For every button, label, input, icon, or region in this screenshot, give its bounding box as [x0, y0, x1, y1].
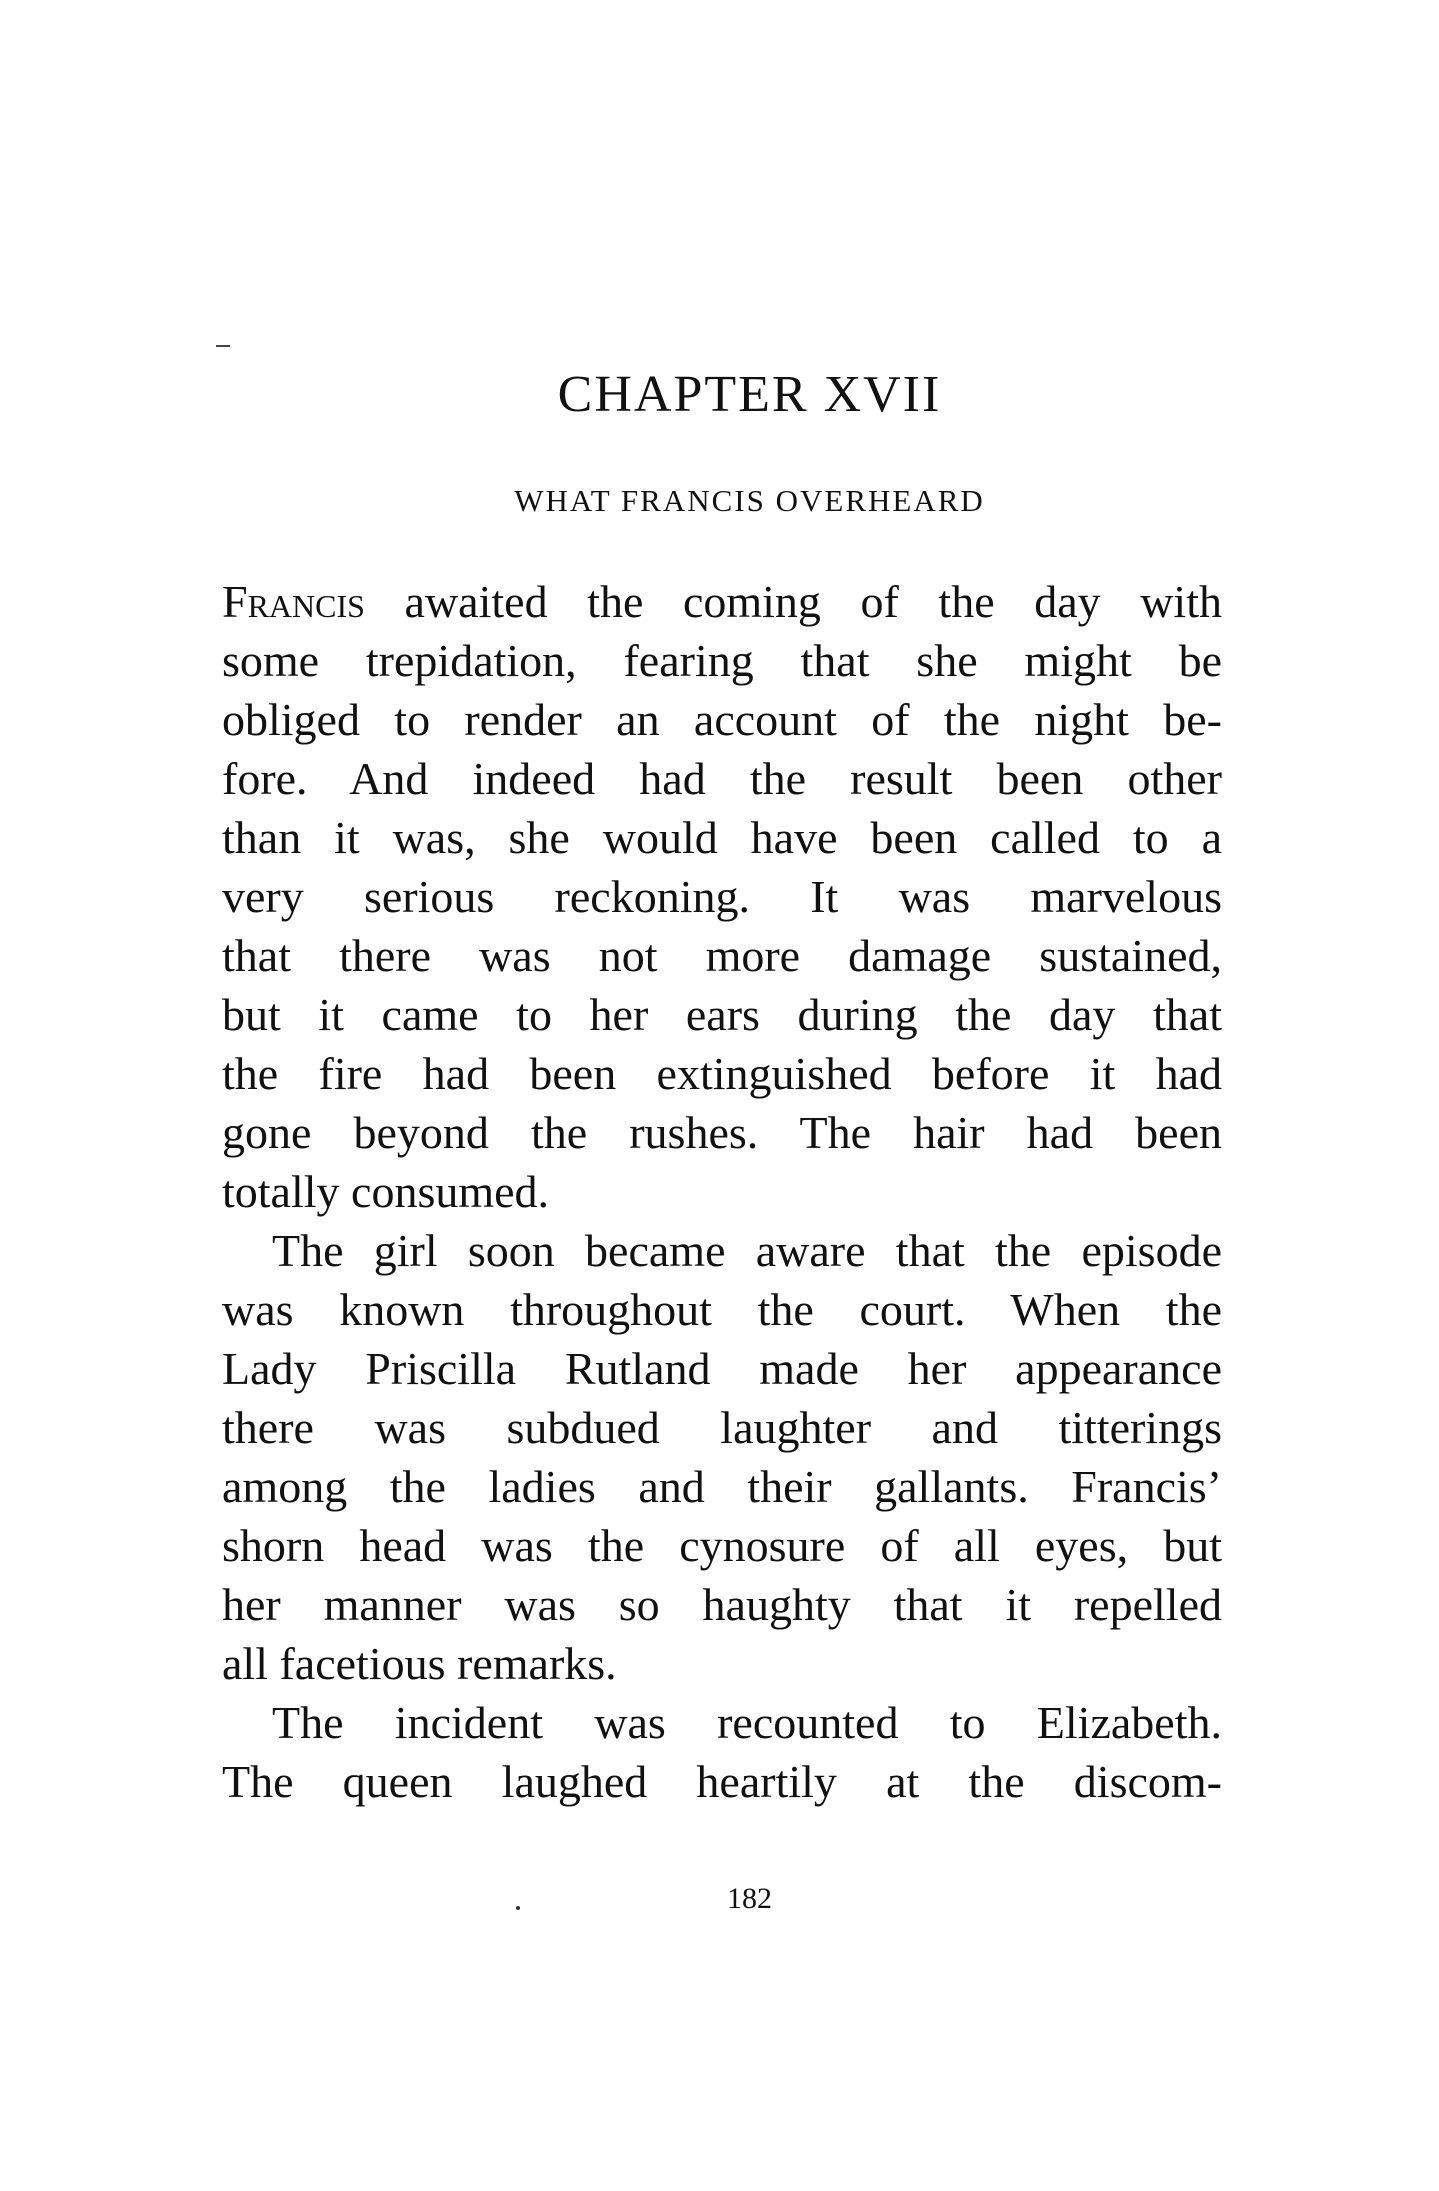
- text-line: all facetious remarks.: [222, 1638, 617, 1689]
- stray-dash-mark: [216, 345, 230, 347]
- chapter-title: WHAT FRANCIS OVERHEARD: [514, 483, 985, 518]
- text-line: totally consumed.: [222, 1166, 550, 1217]
- text-line: Lady Priscilla Rutland made her appearance: [222, 1343, 1222, 1394]
- text-line: some trepidation, fearing that she might be: [222, 635, 1222, 686]
- text-line: [222, 572, 1222, 631]
- text-line: her manner was so haughty that it repelled: [222, 1579, 1222, 1630]
- text-line: but it came to her ears during the day that: [222, 989, 1222, 1040]
- body-text: [222, 572, 1222, 1811]
- text-line: the fire had been extinguished before it had: [222, 1048, 1222, 1099]
- text-line: very serious reckoning. It was marvelous: [222, 871, 1222, 922]
- page-number: 182: [727, 1882, 772, 1915]
- text-line: was known throughout the court. When the: [222, 1284, 1222, 1335]
- lead-word: Francis: [222, 576, 365, 627]
- text-line: that there was not more damage sustained,: [222, 930, 1222, 981]
- text-line: gone beyond the rushes. The hair had been: [222, 1107, 1222, 1158]
- text-line: fore. And indeed had the result been other: [222, 753, 1222, 804]
- text-line: The incident was recounted to Elizabeth.: [272, 1697, 1222, 1748]
- text-line: The queen laughed heartily at the discom-: [222, 1756, 1222, 1807]
- text-line: than it was, she would have been called to a: [222, 812, 1222, 863]
- text-line: The girl soon became aware that the episode: [272, 1225, 1222, 1276]
- text-line: there was subdued laughter and titterings: [222, 1402, 1222, 1453]
- chapter-number: CHAPTER XVII: [557, 366, 942, 423]
- text-line: obliged to render an account of the night be-: [222, 694, 1222, 745]
- text-line: shorn head was the cynosure of all eyes, but: [222, 1520, 1222, 1571]
- text-line: among the ladies and their gallants. Francis’: [222, 1461, 1222, 1512]
- line-text: awaited the coming of the day with: [364, 576, 1222, 627]
